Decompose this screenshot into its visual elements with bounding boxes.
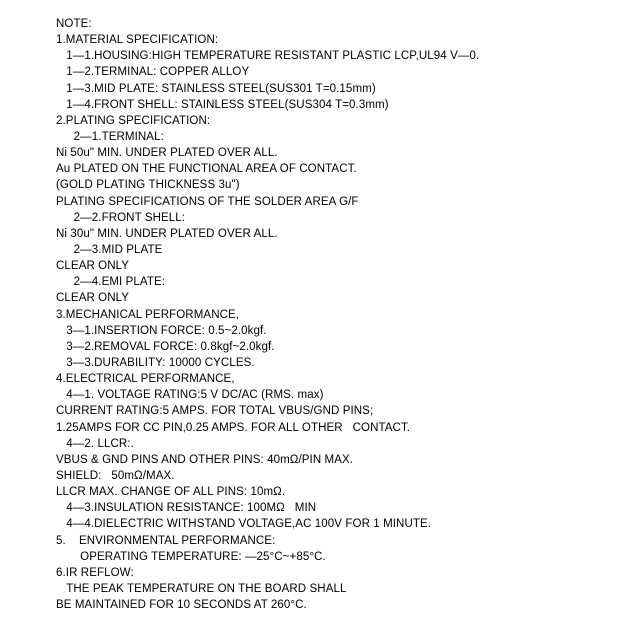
note-line: 3—1.INSERTION FORCE: 0.5~2.0kgf. — [66, 322, 267, 337]
note-line: 3—3.DURABILITY: 10000 CYCLES. — [66, 354, 255, 369]
note-line: 2—2.FRONT SHELL: — [73, 209, 186, 224]
note-line: 2—3.MID PLATE — [73, 241, 163, 256]
note-line: 5. ENVIRONMENTAL PERFORMANCE: — [56, 532, 276, 547]
note-line: OPERATING TEMPERATURE: —25°C~+85°C. — [80, 548, 326, 563]
note-line: 1—3.MID PLATE: STAINLESS STEEL(SUS301 T=0.15mm) — [66, 80, 376, 95]
note-line: 3.MECHANICAL PERFORMANCE, — [56, 306, 240, 321]
notes-list — [56, 15, 511, 612]
note-line: CLEAR ONLY — [56, 258, 130, 273]
note-line: CLEAR ONLY — [56, 290, 130, 305]
note-line: Ni 50u" MIN. UNDER PLATED OVER ALL. — [56, 145, 278, 160]
note-line: (GOLD PLATING THICKNESS 3u") — [56, 177, 240, 192]
note-line: THE PEAK TEMPERATURE ON THE BOARD SHALL — [66, 580, 347, 595]
note-line: CURRENT RATING:5 AMPS. FOR TOTAL VBUS/GND PINS; — [56, 403, 374, 418]
note-line: 1—2.TERMINAL: COPPER ALLOY — [66, 64, 250, 79]
note-line: SHIELD: 50mΩ/MAX. — [56, 467, 175, 482]
note-line: 1.MATERIAL SPECIFICATION: — [56, 32, 219, 47]
note-line: 1—4.FRONT SHELL: STAINLESS STEEL(SUS304 T=0.3mm) — [66, 96, 389, 111]
note-line: Au PLATED ON THE FUNCTIONAL AREA OF CONTACT. — [56, 161, 357, 176]
note-line: 4—4.DIELECTRIC WITHSTAND VOLTAGE,AC 100V FOR 1 MINUTE. — [66, 516, 432, 531]
note-line: 3—2.REMOVAL FORCE: 0.8kgf~2.0kgf. — [66, 338, 275, 353]
note-line: PLATING SPECIFICATIONS OF THE SOLDER AREA G/F — [56, 193, 359, 208]
note-line: Ni 30u" MIN. UNDER PLATED OVER ALL. — [56, 225, 278, 240]
note-line: 4—2. LLCR:. — [66, 435, 134, 450]
note-line: BE MAINTAINED FOR 10 SECONDS AT 260°C. — [56, 597, 307, 612]
note-line: 4—1. VOLTAGE RATING:5 V DC/AC (RMS. max) — [66, 387, 324, 402]
note-line: NOTE: — [56, 16, 92, 30]
note-line: VBUS & GND PINS AND OTHER PINS: 40mΩ/PIN MAX. — [56, 451, 354, 466]
note-line: 1.25AMPS FOR CC PIN,0.25 AMPS. FOR ALL OTHER CONTACT. — [56, 419, 411, 434]
note-line: 4—3.INSULATION RESISTANCE: 100MΩ MIN — [66, 500, 317, 515]
note-line: 6.IR REFLOW: — [56, 564, 134, 579]
note-line: 2—1.TERMINAL: — [73, 128, 164, 143]
note-line: 4.ELECTRICAL PERFORMANCE, — [56, 371, 235, 386]
note-line: 1—1.HOUSING:HIGH TEMPERATURE RESISTANT PLASTIC LCP,UL94 V—0. — [66, 48, 480, 63]
note-line: 2.PLATING SPECIFICATION: — [56, 112, 211, 127]
note-line: 2—4.EMI PLATE: — [73, 274, 166, 289]
note-line: LLCR MAX. CHANGE OF ALL PINS: 10mΩ. — [56, 484, 286, 499]
